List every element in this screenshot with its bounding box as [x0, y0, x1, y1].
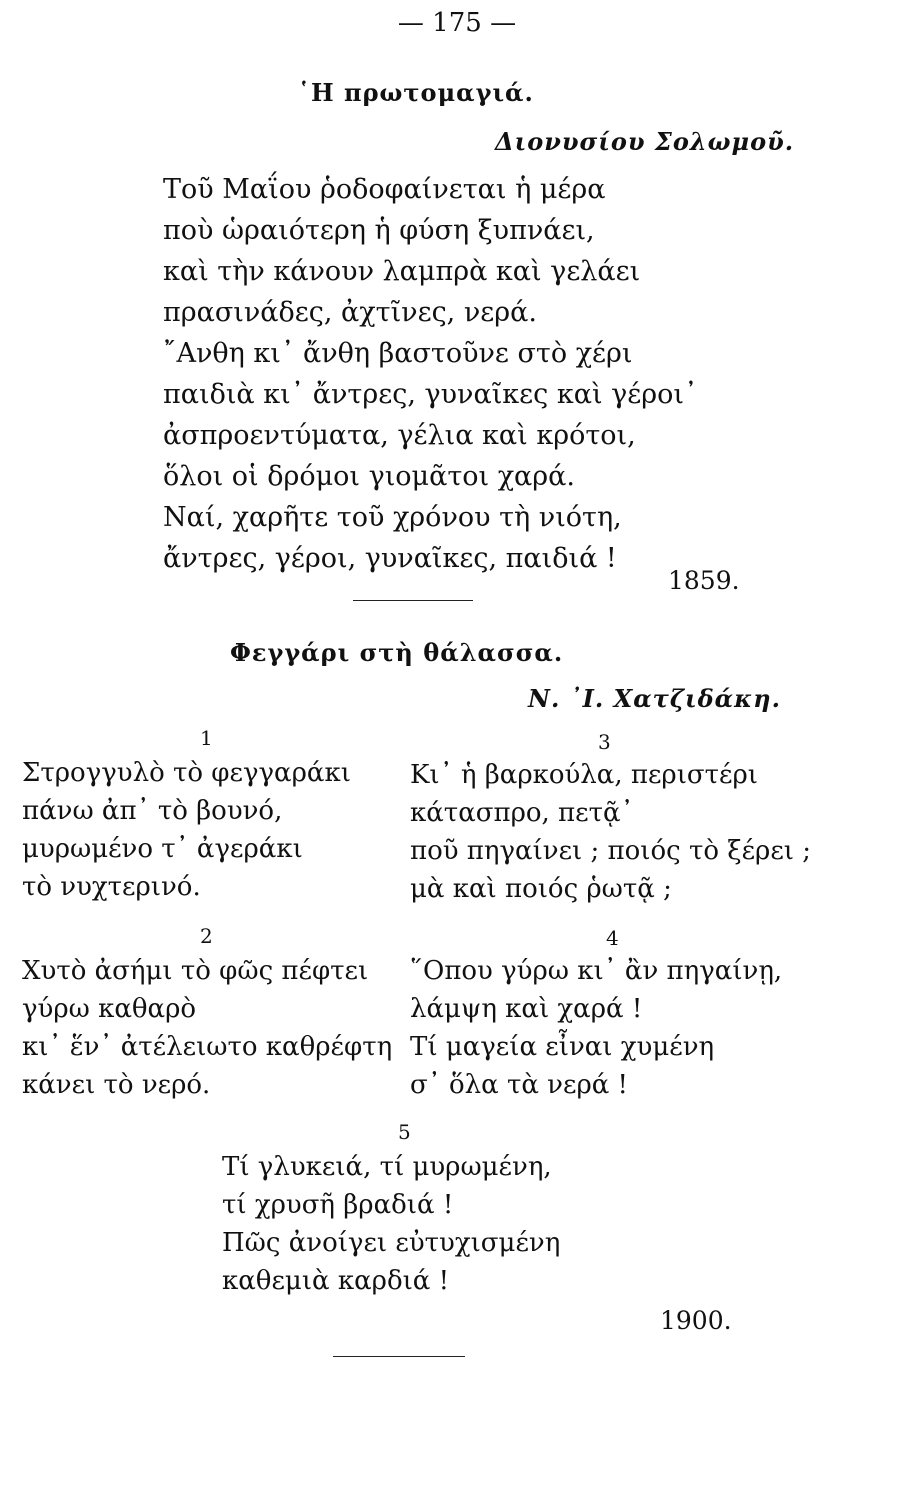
verse-line: σ᾿ ὅλα τὰ νερά ! [410, 1070, 629, 1100]
verse-line: ποῦ πηγαίνει ; ποιός τὸ ξέρει ; [410, 836, 812, 866]
stanza-number: 3 [598, 730, 611, 754]
verse-line: Τοῦ Μαΐου ῥοδοφαίνεται ἡ μέρα [163, 174, 606, 205]
verse-line: μὰ καὶ ποιός ῥωτᾷ ; [410, 874, 672, 904]
verse-line: κι᾿ ἕν᾿ ἀτέλειωτο καθρέφτη [22, 1032, 393, 1062]
verse-line: Στρογγυλὸ τὸ φεγγαράκι [22, 758, 351, 788]
verse-line: γύρω καθαρὸ [22, 994, 197, 1024]
verse-line: λάμψη καὶ χαρά ! [410, 994, 643, 1024]
page-number: — 175 — [397, 8, 517, 38]
verse-line: κάνει τὸ νερό. [22, 1070, 211, 1100]
verse-line: Ναί, χαρῆτε τοῦ χρόνου τὴ νιότη, [163, 502, 622, 533]
verse-line: Χυτὸ ἀσήμι τὸ φῶς πέφτει [22, 956, 369, 986]
stanza [410, 756, 811, 908]
stanza-number: 5 [398, 1120, 411, 1144]
poem-author: Διονυσίου Σολωμοῦ. [495, 127, 795, 156]
section-divider [333, 1356, 465, 1357]
stanza [22, 952, 392, 1104]
stanza [222, 1148, 560, 1300]
verse-line: Τί μαγεία εἶναι χυμένη [410, 1032, 715, 1062]
verse-line: ποὺ ὡραιότερη ἡ φύση ξυπνάει, [163, 215, 595, 246]
verse-line: καθεμιὰ καρδιά ! [222, 1266, 450, 1296]
verse-line: ῞Οπου γύρω κι᾿ ἂν πηγαίνῃ, [410, 956, 783, 986]
verse-line: πάνω ἀπ᾿ τὸ βουνό, [22, 796, 283, 826]
verse-line: ἀσπροεντύματα, γέλια καὶ κρότοι, [163, 420, 636, 451]
stanza [410, 952, 782, 1104]
verse-line: καὶ τὴν κάνουν λαμπρὰ καὶ γελάει [163, 256, 641, 287]
verse-line: ὅλοι οἱ δρόμοι γιομᾶτοι χαρά. [163, 461, 575, 492]
verse-line: Τί γλυκειά, τί μυρωμένη, [222, 1152, 552, 1182]
verse-line: μυρωμένο τ᾿ ἀγεράκι [22, 834, 303, 864]
verse-line: Πῶς ἀνοίγει εὐτυχισμένη [222, 1228, 561, 1258]
verse-line: Κι᾿ ἡ βαρκούλα, περιστέρι [410, 760, 758, 790]
poem-title: ῾Η πρωτομαγιά. [298, 78, 534, 107]
verse-line: ἄντρες, γέροι, γυναῖκες, παιδιά ! [163, 543, 617, 574]
stanza-number: 4 [606, 926, 619, 950]
poem-author: Ν. ᾿Ι. Χατζιδάκη. [528, 684, 781, 713]
verse-line: παιδιὰ κι᾿ ἄντρες, γυναῖκες καὶ γέροι᾿ [163, 379, 698, 410]
stanza [22, 754, 351, 906]
verse-line: τὸ νυχτερινό. [22, 872, 201, 902]
poem-title: Φεγγάρι στὴ θάλασσα. [230, 638, 564, 667]
verse-line: ῎Ανθη κι᾿ ἄνθη βαστοῦνε στὸ χέρι [163, 338, 633, 369]
poem-body [163, 169, 697, 579]
poem-year: 1859. [668, 566, 740, 595]
stanza-number: 2 [200, 924, 213, 948]
verse-line: κάτασπρο, πετᾷ᾿ [410, 798, 634, 828]
section-divider [353, 600, 473, 601]
verse-line: πρασινάδες, ἀχτῖνες, νερά. [163, 297, 537, 328]
stanza-number: 1 [200, 726, 213, 750]
poem-year: 1900. [660, 1306, 732, 1335]
verse-line: τί χρυσῆ βραδιά ! [222, 1190, 454, 1220]
